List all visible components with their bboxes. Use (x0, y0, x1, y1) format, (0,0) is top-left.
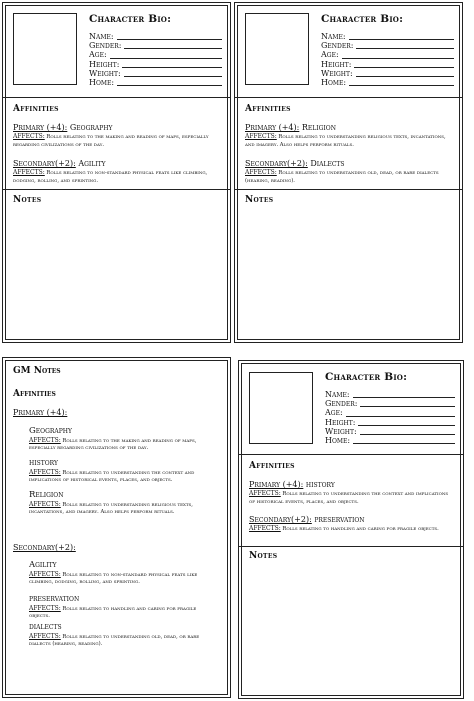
gm-skill-desc: Rolls relating to understanding old, dead, or rare dialects (hearing, reading). (29, 634, 200, 648)
home-field[interactable]: Home: (89, 78, 222, 87)
gm-skill-desc: Rolls relating to understanding religious texts, incantations, and imagery. Also helps perform rituals. (29, 502, 193, 516)
bio-section (239, 361, 463, 455)
affects-label: AFFECTS: (29, 501, 61, 508)
gm-secondary-item (29, 594, 212, 621)
gm-skill-desc: Rolls relating to the making and reading of maps, especially regarding civilizations of the day. (29, 438, 197, 452)
bio-fields (321, 32, 454, 87)
gm-primary-item (29, 426, 212, 453)
affects-label: AFFECTS: (13, 169, 45, 176)
secondary-skill: Agility (78, 159, 106, 168)
gm-primary-item (29, 490, 212, 517)
name-field[interactable]: Name: (89, 32, 222, 41)
home-field[interactable]: Home: (325, 436, 455, 445)
gm-skill-desc: Rolls relating to non-standard physical feats like climbing, dodging, rolling, and sprinting. (29, 572, 198, 586)
affinities-title: Affinities (245, 104, 291, 114)
weight-field[interactable]: Weight: (325, 427, 455, 436)
height-field[interactable]: Height: (321, 60, 454, 69)
bio-title: Character Bio: (89, 13, 172, 25)
gm-affinities-title: Affinities (13, 389, 56, 399)
affinities-section (235, 97, 462, 190)
secondary-label: Secondary(+2): (249, 515, 312, 524)
character-card-1 (2, 2, 231, 343)
affinities-title: Affinities (249, 461, 295, 471)
notes-title: Notes (245, 195, 274, 205)
portrait-box (13, 13, 77, 85)
secondary-desc: Rolls relating to understanding old, dead, or rare dialects (hearing, reading). (245, 170, 439, 184)
affects-label: AFFECTS: (29, 437, 61, 444)
gm-secondary-item (29, 560, 212, 587)
affects-label: AFFECTS: (13, 133, 45, 140)
gender-field[interactable]: Gender: (325, 399, 455, 408)
gm-primary-item (29, 458, 212, 485)
primary-skill: Geography (69, 123, 113, 132)
secondary-desc: Rolls relating to non-standard physical feats like climbing, dodging, rolling, and sprinting. (13, 170, 208, 184)
age-field[interactable]: Age: (325, 408, 455, 417)
primary-skill: history (305, 480, 335, 489)
height-field[interactable]: Height: (325, 418, 455, 427)
affects-label: AFFECTS: (29, 605, 61, 612)
weight-field[interactable]: Weight: (321, 69, 454, 78)
primary-label: Primary (+4): (245, 123, 300, 132)
secondary-skill: preservation (314, 515, 365, 524)
secondary-skill: Dialects (310, 159, 345, 168)
primary-label: Primary (+4): (249, 480, 304, 489)
primary-affinity (249, 480, 455, 506)
gm-title: GM Notes (13, 366, 61, 376)
bio-section (3, 3, 230, 98)
bio-fields (89, 32, 222, 87)
bio-fields (325, 390, 455, 445)
primary-skill: Religion (301, 123, 336, 132)
affects-label: AFFECTS: (249, 490, 281, 497)
secondary-label: Secondary(+2): (245, 159, 308, 168)
secondary-label: Secondary(+2): (13, 159, 76, 168)
affects-label: AFFECTS: (29, 633, 61, 640)
gender-field[interactable]: Gender: (321, 41, 454, 50)
notes-title: Notes (249, 551, 278, 561)
character-card-2 (234, 2, 463, 343)
affects-label: AFFECTS: (245, 133, 277, 140)
primary-label: Primary (+4): (13, 123, 68, 132)
weight-field[interactable]: Weight: (89, 69, 222, 78)
bio-title: Character Bio: (321, 13, 404, 25)
gm-skill-desc: Rolls relating to understanding the context and implications of historical events, places, and objects. (29, 470, 195, 484)
name-field[interactable]: Name: (321, 32, 454, 41)
gm-notes-card (2, 357, 231, 698)
character-card-3 (238, 360, 464, 699)
gm-secondary-item (29, 622, 212, 649)
age-field[interactable]: Age: (321, 50, 454, 59)
portrait-box (249, 372, 313, 444)
gm-primary-label: Primary (+4): (13, 408, 68, 417)
gm-skill-name: dialects (29, 622, 62, 632)
gm-secondary-label: Secondary(+2): (13, 543, 76, 552)
affects-label: AFFECTS: (249, 525, 281, 532)
gm-skill-desc: Rolls relating to handling and caring for fragile objects. (29, 606, 197, 620)
gm-skill-name: Agility (29, 560, 57, 570)
gm-skill-name: Geography (29, 426, 72, 436)
affinities-title: Affinities (13, 104, 59, 114)
affects-label: AFFECTS: (29, 469, 61, 476)
affects-label: AFFECTS: (29, 571, 61, 578)
secondary-affinity (249, 515, 455, 534)
height-field[interactable]: Height: (89, 60, 222, 69)
gm-skill-name: preservation (29, 594, 80, 604)
bio-section (235, 3, 462, 98)
primary-desc: Rolls relating to understanding the context and implications of historical events, places, and objects. (249, 491, 449, 505)
gm-skill-name: history (29, 458, 58, 468)
primary-desc: Rolls relating to understanding religious texts, incantations, and imagery. Also helps perform rituals. (245, 134, 446, 148)
primary-affinity (245, 123, 454, 149)
age-field[interactable]: Age: (89, 50, 222, 59)
notes-title: Notes (13, 195, 42, 205)
secondary-affinity (245, 159, 454, 185)
gender-field[interactable]: Gender: (89, 41, 222, 50)
secondary-desc: Rolls relating to handling and caring for fragile objects. (282, 526, 439, 532)
gm-skill-name: Religion (29, 490, 64, 500)
name-field[interactable]: Name: (325, 390, 455, 399)
bio-title: Character Bio: (325, 371, 408, 383)
portrait-box (245, 13, 309, 85)
affinities-section (239, 454, 463, 547)
affinities-section (3, 97, 230, 190)
secondary-affinity (13, 159, 222, 185)
home-field[interactable]: Home: (321, 78, 454, 87)
primary-desc: Rolls relating to the making and reading of maps, especially regarding civilizations of the day. (13, 134, 209, 148)
affects-label: AFFECTS: (245, 169, 277, 176)
primary-affinity (13, 123, 222, 149)
